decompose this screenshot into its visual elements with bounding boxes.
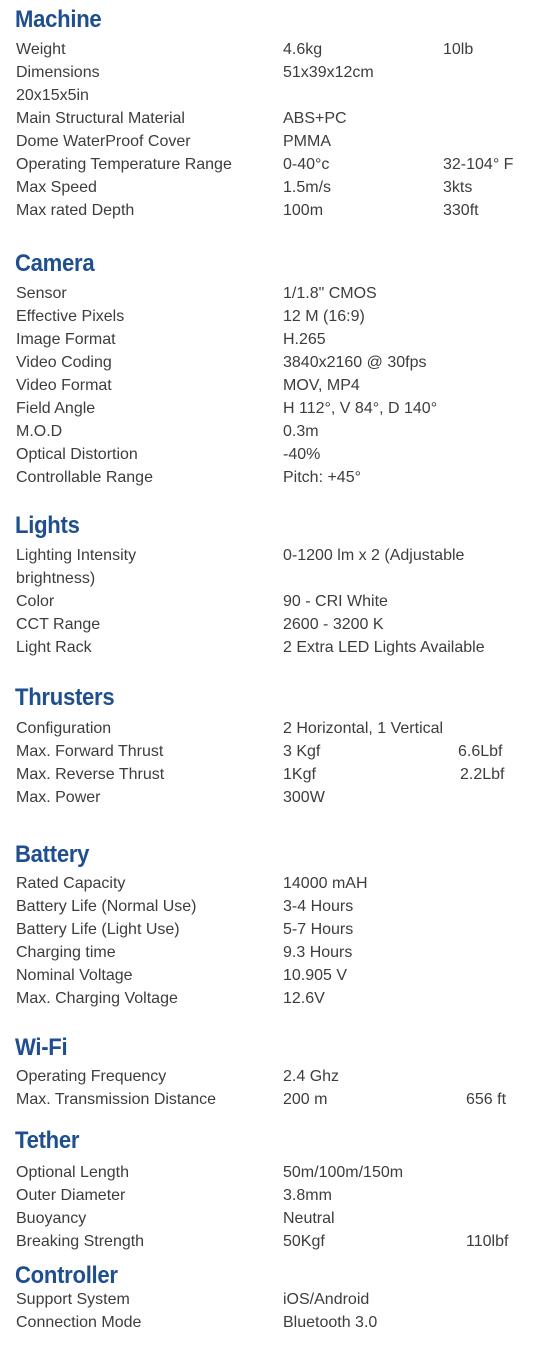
- spec-value: 1/1.8" CMOS: [283, 285, 377, 302]
- spec-value: 100m: [283, 202, 324, 219]
- spec-row: [0, 282, 540, 305]
- spec-row: [0, 374, 540, 397]
- spec-value: 2.4 Ghz: [283, 1068, 340, 1085]
- spec-row: [0, 420, 540, 443]
- spec-value: MOV, MP4: [283, 377, 360, 394]
- spec-row: [0, 895, 540, 918]
- section-title: Camera: [15, 250, 95, 277]
- spec-label: Controllable Range: [16, 469, 153, 486]
- spec-value: 51x39x12cm: [283, 64, 374, 81]
- spec-label: Max. Charging Voltage: [16, 990, 178, 1007]
- section-title: Machine: [15, 6, 102, 33]
- section-title: Wi-Fi: [15, 1034, 68, 1061]
- spec-value: H.265: [283, 331, 326, 348]
- spec-value: 4.6kg: [283, 41, 323, 58]
- spec-value: 14000 mAH: [283, 875, 368, 892]
- spec-row: [0, 1311, 540, 1334]
- spec-value: Pitch: +45°: [283, 469, 361, 486]
- spec-row: [0, 397, 540, 420]
- spec-value: 3840x2160 @ 30fps: [283, 354, 427, 371]
- spec-row: [0, 1065, 540, 1088]
- spec-label: Color: [16, 593, 55, 610]
- spec-value: 90 - CRI White: [283, 593, 388, 610]
- spec-label: Video Format: [16, 377, 112, 394]
- spec-value-imperial: 3kts: [443, 179, 473, 196]
- spec-label: M.O.D: [16, 423, 63, 440]
- spec-value: 50Kgf: [283, 1233, 325, 1250]
- spec-label: CCT Range: [16, 616, 101, 633]
- spec-label: Max. Forward Thrust: [16, 743, 164, 760]
- spec-value: Neutral: [283, 1210, 335, 1227]
- spec-value: 300W: [283, 789, 325, 806]
- spec-row: [0, 153, 540, 176]
- spec-row: [0, 443, 540, 466]
- spec-row: [0, 763, 540, 786]
- section-title: Tether: [15, 1127, 80, 1154]
- spec-label: Sensor: [16, 285, 67, 302]
- spec-label: Light Rack: [16, 639, 92, 656]
- spec-value: 3-4 Hours: [283, 898, 354, 915]
- spec-value: 0-1200 lm x 2 (Adjustable: [283, 547, 465, 564]
- spec-label: Weight: [16, 41, 66, 58]
- spec-row: [0, 1230, 540, 1253]
- spec-row: [0, 590, 540, 613]
- spec-row: [0, 918, 540, 941]
- spec-label: Connection Mode: [16, 1314, 142, 1331]
- spec-label: Operating Temperature Range: [16, 156, 232, 173]
- spec-value-imperial: 656 ft: [466, 1091, 507, 1108]
- spec-value-imperial: 330ft: [443, 202, 479, 219]
- spec-label: Max. Reverse Thrust: [16, 766, 165, 783]
- section-title: Thrusters: [15, 684, 115, 711]
- spec-row: [0, 130, 540, 153]
- spec-value: 1Kgf: [283, 766, 316, 783]
- spec-value: 50m/100m/150m: [283, 1164, 404, 1181]
- spec-label: Max rated Depth: [16, 202, 135, 219]
- spec-label: Dome WaterProof Cover: [16, 133, 191, 150]
- spec-row: [0, 199, 540, 222]
- spec-label: Max. Power: [16, 789, 101, 806]
- spec-row: [0, 717, 540, 740]
- spec-row: [0, 636, 540, 659]
- spec-value: 5-7 Hours: [283, 921, 354, 938]
- spec-label: 20x15x5in: [16, 87, 89, 104]
- spec-value: 0.3m: [283, 423, 319, 440]
- spec-label: Outer Diameter: [16, 1187, 126, 1204]
- spec-label: Main Structural Material: [16, 110, 185, 127]
- spec-value: 2 Horizontal, 1 Vertical: [283, 720, 444, 737]
- spec-row: [0, 176, 540, 199]
- spec-value: 2 Extra LED Lights Available: [283, 639, 485, 656]
- spec-label: Field Angle: [16, 400, 96, 417]
- spec-row: [0, 964, 540, 987]
- spec-value: iOS/Android: [283, 1291, 370, 1308]
- spec-value-imperial: 2.2Lbf: [460, 766, 505, 783]
- spec-label: Max. Transmission Distance: [16, 1091, 217, 1108]
- spec-value: 10.905 V: [283, 967, 348, 984]
- spec-label: Breaking Strength: [16, 1233, 145, 1250]
- spec-value: 0-40°c: [283, 156, 330, 173]
- spec-value: 12 M (16:9): [283, 308, 365, 325]
- spec-value: 200 m: [283, 1091, 328, 1108]
- spec-row: [0, 544, 540, 567]
- spec-label: Battery Life (Normal Use): [16, 898, 197, 915]
- spec-row: [0, 351, 540, 374]
- spec-value: H 112°, V 84°, D 140°: [283, 400, 438, 417]
- spec-value: 2600 - 3200 K: [283, 616, 384, 633]
- spec-value-imperial: 110lbf: [466, 1233, 509, 1250]
- spec-row: [0, 1184, 540, 1207]
- spec-value: 9.3 Hours: [283, 944, 353, 961]
- section-title: Battery: [15, 841, 90, 868]
- spec-label: Optical Distortion: [16, 446, 138, 463]
- spec-value: 12.6V: [283, 990, 325, 1007]
- spec-label: Configuration: [16, 720, 112, 737]
- spec-label: Operating Frequency: [16, 1068, 167, 1085]
- spec-row: [0, 328, 540, 351]
- spec-label: brightness): [16, 570, 96, 587]
- spec-label: Max Speed: [16, 179, 97, 196]
- spec-row: [0, 466, 540, 489]
- spec-value: -40%: [283, 446, 321, 463]
- section-title: Lights: [15, 512, 80, 539]
- spec-row: [0, 1207, 540, 1230]
- spec-value-imperial: 10lb: [443, 41, 474, 58]
- spec-row: [0, 84, 540, 107]
- spec-label: Optional Length: [16, 1164, 129, 1181]
- spec-row: [0, 786, 540, 809]
- spec-row: [0, 1288, 540, 1311]
- spec-value: 3.8mm: [283, 1187, 332, 1204]
- spec-row: [0, 613, 540, 636]
- spec-row: [0, 305, 540, 328]
- spec-row: [0, 872, 540, 895]
- spec-row: [0, 567, 540, 590]
- spec-label: Support System: [16, 1291, 130, 1308]
- spec-value-imperial: 6.6Lbf: [458, 743, 503, 760]
- spec-row: [0, 38, 540, 61]
- spec-row: [0, 1088, 540, 1111]
- spec-value: ABS+PC: [283, 110, 347, 127]
- spec-row: [0, 107, 540, 130]
- spec-label: Dimensions: [16, 64, 100, 81]
- spec-value: Bluetooth 3.0: [283, 1314, 378, 1331]
- section-title: Controller: [15, 1262, 118, 1289]
- spec-label: Lighting Intensity: [16, 547, 137, 564]
- spec-label: Nominal Voltage: [16, 967, 133, 984]
- spec-value: PMMA: [283, 133, 331, 150]
- spec-row: [0, 987, 540, 1010]
- spec-row: [0, 1161, 540, 1184]
- spec-label: Video Coding: [16, 354, 112, 371]
- spec-label: Rated Capacity: [16, 875, 126, 892]
- spec-row: [0, 61, 540, 84]
- spec-value: 1.5m/s: [283, 179, 332, 196]
- spec-row: [0, 941, 540, 964]
- spec-value: 3 Kgf: [283, 743, 321, 760]
- spec-label: Image Format: [16, 331, 116, 348]
- spec-label: Charging time: [16, 944, 116, 961]
- spec-row: [0, 740, 540, 763]
- spec-label: Effective Pixels: [16, 308, 125, 325]
- spec-label: Battery Life (Light Use): [16, 921, 180, 938]
- spec-value-imperial: 32-104° F: [443, 156, 514, 173]
- spec-label: Buoyancy: [16, 1210, 87, 1227]
